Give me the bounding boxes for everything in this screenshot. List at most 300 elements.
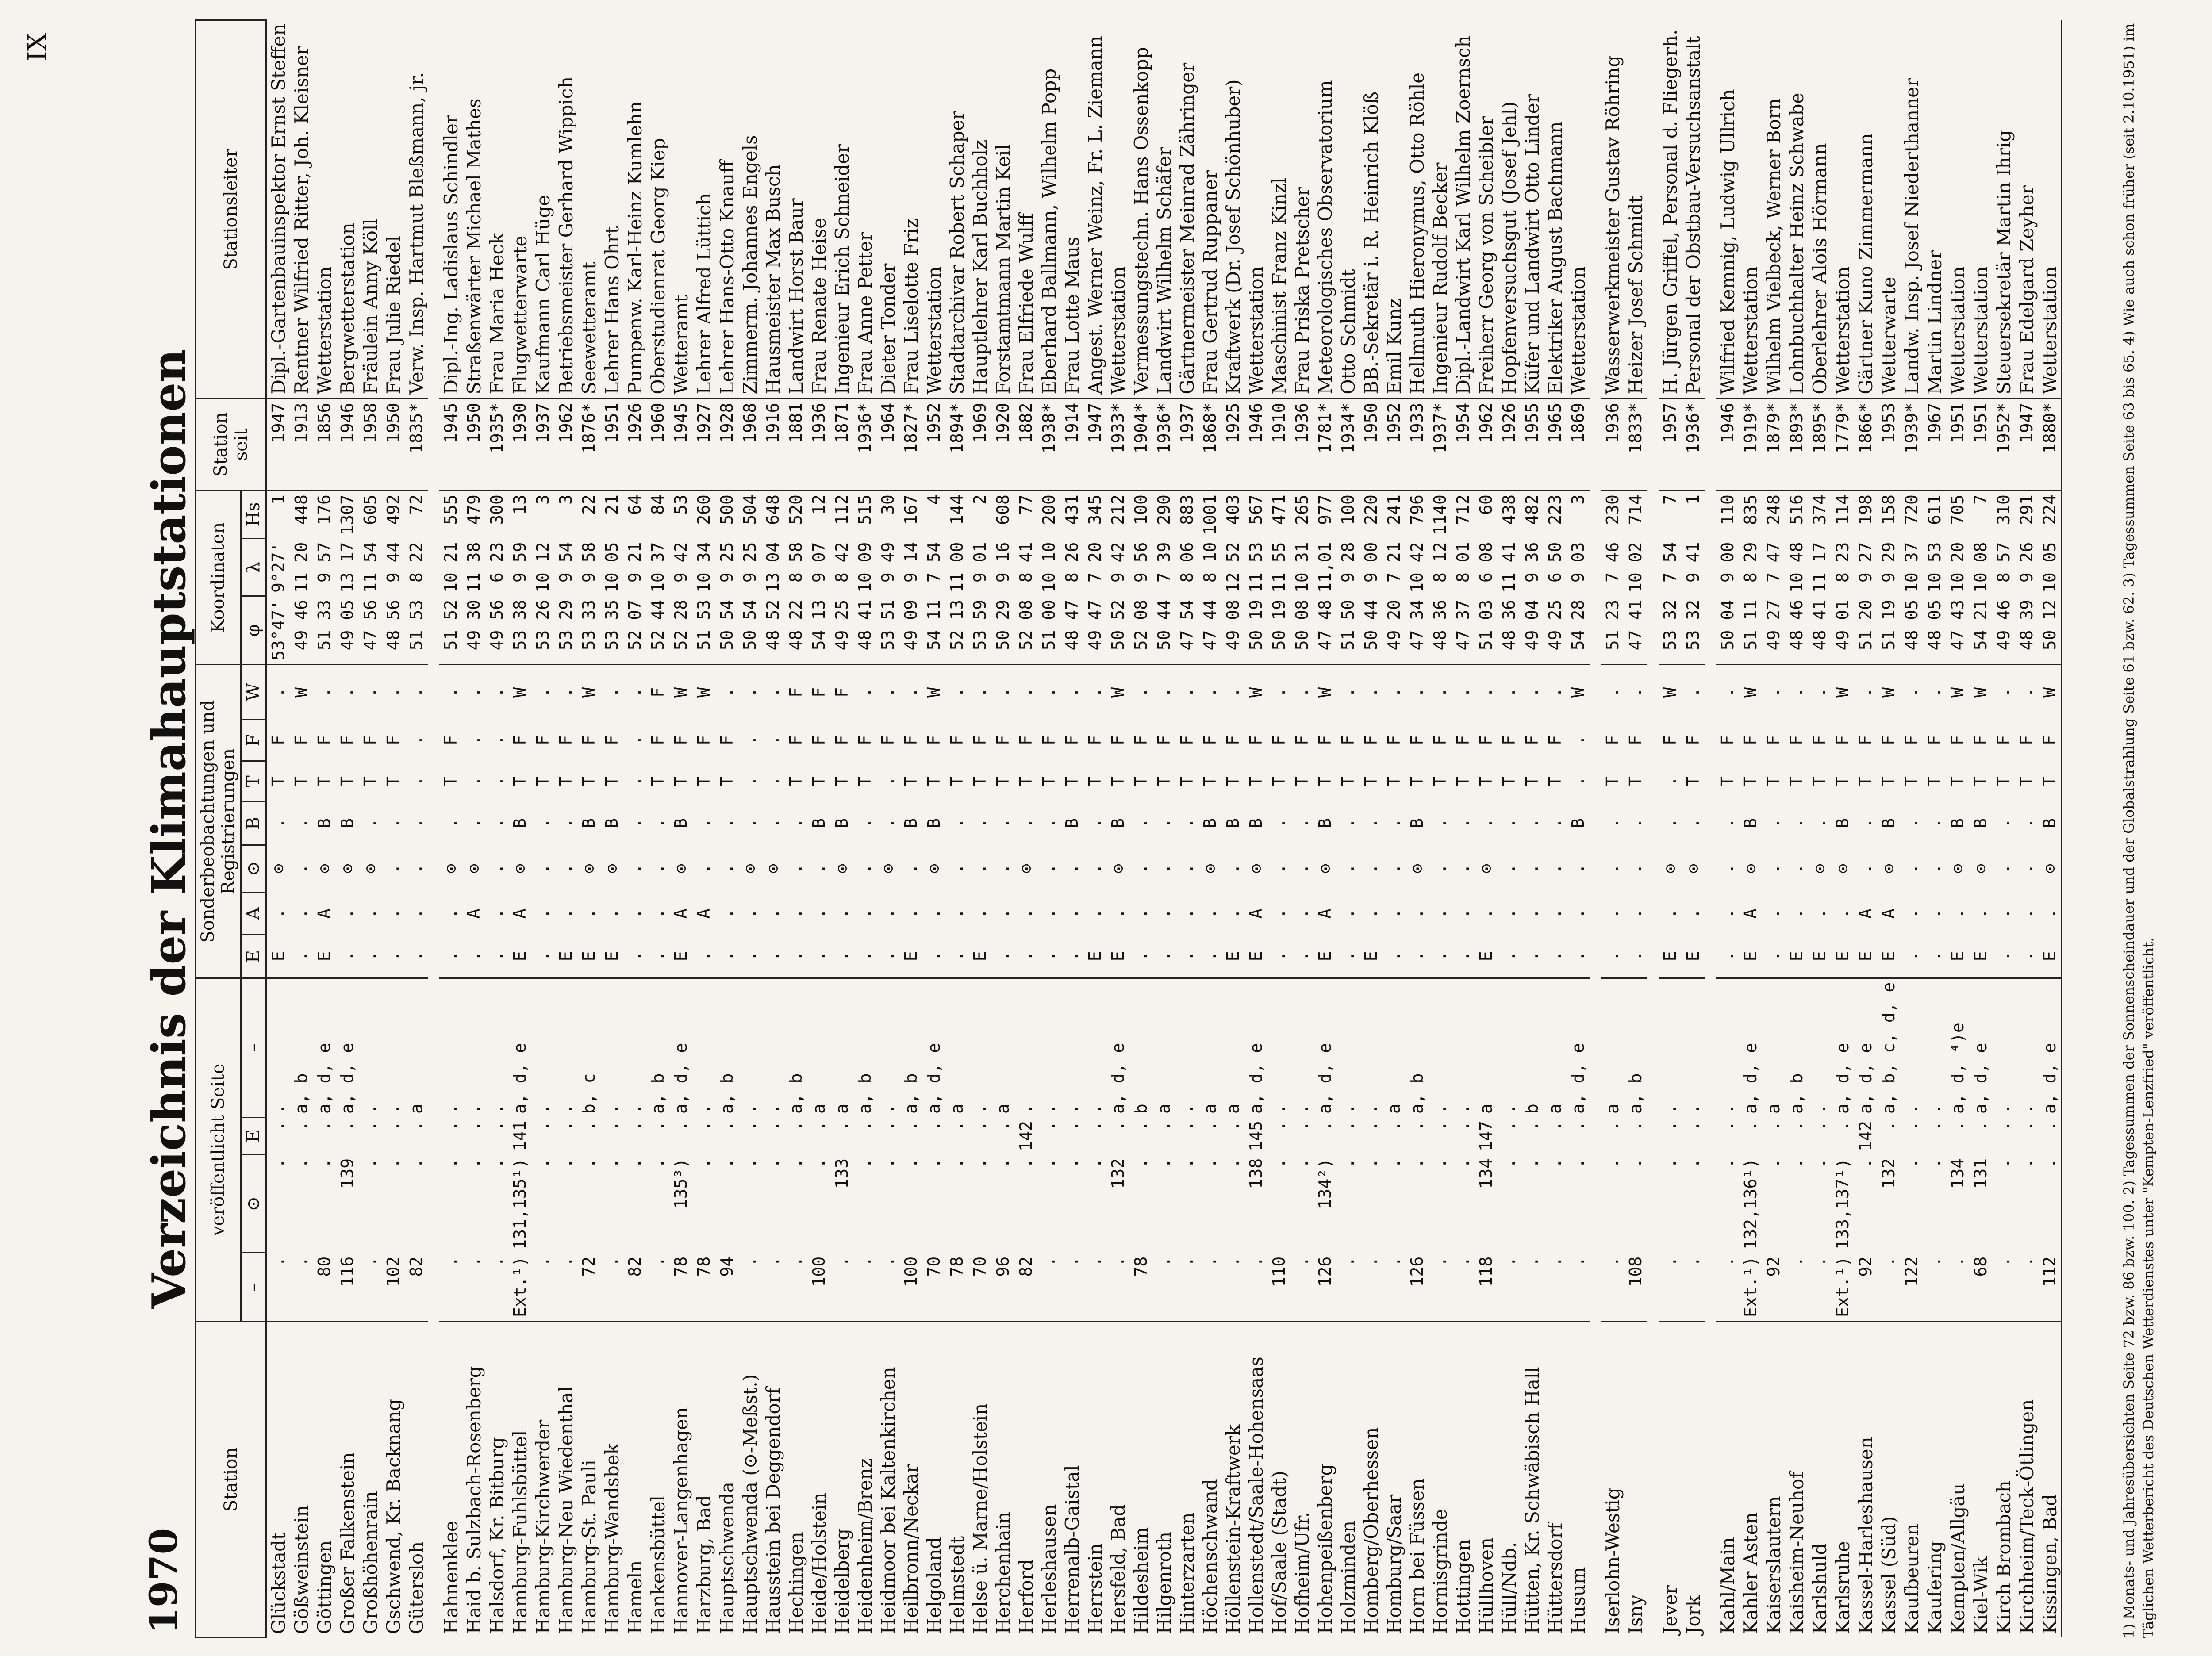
cell-sonder: T xyxy=(2017,776,2036,787)
cell-sonder: . xyxy=(1716,665,1739,720)
cell-sonder: ⊙ xyxy=(464,863,484,874)
cell-phi: 47 44 xyxy=(1200,599,1220,651)
cell-lambda: 9 58 xyxy=(579,542,599,583)
cell-pub-dash: 78 xyxy=(1131,1256,1151,1277)
cell-pub-sun: 134 xyxy=(1476,1158,1496,1189)
cell-sonder: . xyxy=(1499,951,1519,962)
cell-sonder: . xyxy=(1994,818,2013,828)
cell-leiter: Verw. Insp. Hartmut Bleßmann, jr. xyxy=(405,72,427,395)
cell-pub-e: . xyxy=(1718,1121,1737,1131)
cell-sonder: ⊙ xyxy=(1200,863,1220,874)
cell-sonder: ⊙ xyxy=(269,863,288,874)
cell-pub-seite: a, d, e xyxy=(508,978,531,1117)
cell-sonder: . xyxy=(2038,892,2062,935)
cell-pub-e: . xyxy=(1994,1121,2013,1131)
cell-sonder: F xyxy=(1741,735,1760,745)
cell-sonder: . xyxy=(1406,665,1429,720)
cell-leiter: Flugwetterwarte xyxy=(509,235,531,395)
cell-seit: 1946 xyxy=(1716,399,1739,490)
cell-phi: 49 25 xyxy=(832,599,852,651)
cell-sonder: F xyxy=(384,735,403,745)
cell-seit: 1904* xyxy=(1129,399,1152,490)
cell-seit: 1876* xyxy=(577,399,600,490)
cell-seit: 1955 xyxy=(1521,399,1544,490)
cell-pub-sun: . xyxy=(1603,1158,1622,1169)
table-row xyxy=(1244,20,1267,1638)
cell-pub-dash: 78 xyxy=(694,1256,714,1277)
cell-pub-sun: . xyxy=(1361,1158,1381,1169)
cell-sonder: E xyxy=(1085,951,1105,962)
cell-station: Heidmoor bei Kaltenkirchen xyxy=(876,1322,899,1638)
cell-pub-e: . xyxy=(855,1121,875,1131)
table-row xyxy=(359,20,382,1638)
cell-seit: 1893* xyxy=(1785,399,1808,490)
cell-sonder: F xyxy=(784,665,807,720)
cell-station: Kahl/Main xyxy=(1716,1322,1739,1638)
cell-hs: 224 xyxy=(2038,491,2062,539)
cell-sonder: . xyxy=(1762,665,1785,720)
cell-pub-seite: a, b xyxy=(1785,978,1808,1117)
cell-pub-sun: . xyxy=(1764,1158,1783,1169)
cell-sonder: B xyxy=(1223,818,1243,828)
table-row xyxy=(761,20,784,1638)
cell-pub-e: . xyxy=(1948,1121,1967,1131)
cell-sonder: . xyxy=(1683,818,1703,828)
cell-pub-sun: . xyxy=(1994,1158,2013,1169)
cell-sonder: ⊙ xyxy=(1016,863,1036,874)
cell-sonder: . xyxy=(1200,908,1220,919)
cell-sonder: . xyxy=(1200,951,1220,962)
cell-pub-dash: . xyxy=(1787,1256,1806,1267)
cell-seit: 1868* xyxy=(1198,399,1221,490)
cell-lambda: 9 25 xyxy=(717,542,737,583)
cell-lambda: 8 58 xyxy=(786,542,806,583)
cell-pub-seite: a, d, e xyxy=(336,978,359,1117)
cell-phi: 50 08 xyxy=(1292,599,1312,651)
cell-sonder: . xyxy=(1545,818,1565,828)
cell-pub-seite: a, b xyxy=(899,978,922,1117)
cell-sonder: E xyxy=(970,951,990,962)
cell-seit: 1962 xyxy=(1475,399,1498,490)
cell-leiter: Otto Schmidt xyxy=(1337,269,1359,395)
cell-pub-sun: 138 xyxy=(1246,1158,1266,1189)
cell-sonder: . xyxy=(1568,863,1588,874)
cell-sonder: . xyxy=(1016,908,1036,919)
cell-sonder: . xyxy=(970,908,990,919)
cell-seit: 1926 xyxy=(1498,399,1521,490)
cell-pub-seite: a xyxy=(1152,978,1175,1117)
cell-sonder: . xyxy=(947,908,967,919)
cell-station: Gschwend, Kr. Backnang xyxy=(382,1322,405,1638)
cell-station: Helgoland xyxy=(922,1322,945,1638)
cell-lambda: 10 48 xyxy=(1787,542,1806,593)
cell-seit: 1930 xyxy=(508,399,531,490)
cell-lambda: 7 39 xyxy=(1154,542,1174,583)
cell-sonder: . xyxy=(1039,908,1059,919)
cell-lambda: 9 00 xyxy=(1718,542,1737,583)
cell-leiter: Stadtarchivar Robert Schaper xyxy=(946,111,968,395)
col-hs: Hs xyxy=(241,491,266,539)
cell-pub-dash: . xyxy=(1660,1256,1680,1267)
cell-lambda: 9 41 xyxy=(1683,542,1703,583)
table-row xyxy=(830,20,853,1638)
table-row xyxy=(1900,20,1923,1638)
cell-pub-e: 142 xyxy=(1016,1121,1036,1151)
cell-pub-seite: . xyxy=(1083,978,1106,1117)
cell-sonder: . xyxy=(717,863,737,874)
cell-station: Hüll/Ndb. xyxy=(1498,1322,1521,1638)
cell-sonder: . xyxy=(1223,863,1243,874)
cell-phi: 54 11 xyxy=(924,599,944,651)
cell-seit: 1894* xyxy=(945,399,968,490)
cell-station: Hof/Saale (Stadt) xyxy=(1267,1322,1290,1638)
cell-sonder: T xyxy=(1741,776,1760,787)
cell-station: Kempten/Allgäu xyxy=(1946,1322,1969,1638)
cell-sonder: ⊙ xyxy=(1476,863,1496,874)
table-row xyxy=(1624,20,1647,1638)
cell-pub-seite: . xyxy=(1359,978,1382,1117)
cell-pub-e: . xyxy=(556,1121,576,1131)
cell-sonder: ⊙ xyxy=(832,863,852,874)
cell-sonder: . xyxy=(313,665,336,720)
cell-pub-dash: . xyxy=(1154,1256,1174,1267)
cell-sonder: ⊙ xyxy=(1971,863,1990,874)
cell-hs: 290 xyxy=(1152,491,1175,539)
cell-station: Gütersloh xyxy=(405,1322,428,1638)
cell-hs: 515 xyxy=(853,491,876,539)
cell-sonder: . xyxy=(947,818,967,828)
spacer-cell xyxy=(1590,20,1601,1638)
cell-pub-e: . xyxy=(924,1121,944,1131)
cell-sonder: T xyxy=(1108,776,1128,787)
table-row xyxy=(439,20,462,1638)
cell-pub-seite: . xyxy=(1175,978,1198,1117)
table-row xyxy=(968,20,991,1638)
cell-lambda: 9 25 xyxy=(740,542,760,583)
cell-sonder: . xyxy=(623,665,646,720)
cell-hs: 3 xyxy=(554,491,577,539)
cell-sonder: F xyxy=(602,735,622,745)
cell-sonder: . xyxy=(1810,818,1829,828)
cell-sonder: . xyxy=(1992,665,2015,720)
cell-sonder: . xyxy=(1521,665,1544,720)
cell-hs: 2 xyxy=(968,491,991,539)
cell-sonder: . xyxy=(407,776,426,787)
cell-sonder: A xyxy=(1741,908,1760,919)
cell-station: Helmstedt xyxy=(945,1322,968,1638)
cell-pub-e: . xyxy=(2038,1117,2062,1155)
cell-pub-sun: . xyxy=(809,1158,829,1169)
cell-station: Herrstein xyxy=(1083,1322,1106,1638)
table-row xyxy=(1452,20,1475,1638)
cell-hs: 265 xyxy=(1290,491,1313,539)
cell-sonder: F xyxy=(1315,735,1335,745)
cell-sonder: . xyxy=(1083,665,1106,720)
table-row xyxy=(1475,20,1498,1638)
cell-station: Hornisgrinde xyxy=(1429,1322,1452,1638)
cell-sonder: . xyxy=(625,951,645,962)
cell-sonder: F xyxy=(717,735,737,745)
cell-station: Hofheim/Ufr. xyxy=(1290,1322,1313,1638)
cell-pub-seite: b xyxy=(1521,978,1544,1117)
cell-pub-e: . xyxy=(878,1121,898,1131)
cell-sonder: . xyxy=(338,908,357,919)
cell-lambda: 8 41 xyxy=(1016,542,1036,583)
cell-sonder: . xyxy=(993,908,1013,919)
cell-station: Herchenhain xyxy=(991,1322,1014,1638)
cell-lambda: 10 37 xyxy=(1902,542,1921,593)
cell-pub-e: . xyxy=(1741,1121,1760,1131)
cell-sonder: . xyxy=(1014,665,1037,720)
cell-leiter: Wetterstation xyxy=(1567,266,1589,395)
cell-leiter: Küfer und Landwirt Otto Linder xyxy=(1521,94,1543,395)
cell-pub-dash: 100 xyxy=(901,1256,921,1287)
cell-pub-seite: a, b xyxy=(1624,978,1647,1117)
cell-seit: 1936* xyxy=(1682,399,1705,490)
cell-hs: 53 xyxy=(669,491,692,539)
cell-pub-seite: a, d, e xyxy=(1831,978,1854,1117)
cell-sonder: E xyxy=(510,951,530,962)
cell-sonder: . xyxy=(533,818,553,828)
cell-pub-seite: . xyxy=(876,978,899,1117)
cell-phi: 49 09 xyxy=(901,599,921,651)
cell-sonder: . xyxy=(1900,665,1923,720)
table-row xyxy=(1785,20,1808,1638)
cell-pub-e: . xyxy=(625,1121,645,1131)
cell-sonder: T xyxy=(1361,776,1381,787)
cell-lambda: 10 05 xyxy=(2038,539,2062,596)
cell-seit: 1957 xyxy=(1659,399,1682,490)
cell-phi: 52 07 xyxy=(625,599,645,651)
cell-lambda: 9 54 xyxy=(556,542,576,583)
cell-sonder: . xyxy=(1292,863,1312,874)
cell-sonder: . xyxy=(1660,908,1680,919)
cell-sonder: B xyxy=(671,818,691,828)
cell-pub-e: . xyxy=(1407,1121,1427,1131)
cell-phi: 51 03 xyxy=(1476,599,1496,651)
cell-pub-seite: a, d, e xyxy=(669,978,692,1117)
table-row xyxy=(1762,20,1785,1638)
cell-phi: 49 30 xyxy=(464,599,484,651)
table-row xyxy=(1498,20,1521,1638)
cell-sonder: . xyxy=(1131,951,1151,962)
cell-sonder: . xyxy=(487,908,507,919)
cell-pub-dash: . xyxy=(648,1256,668,1267)
cell-sonder: . xyxy=(809,908,829,919)
cell-station: Kassel-Harleshausen xyxy=(1854,1322,1877,1638)
cell-sonder: . xyxy=(1384,863,1404,874)
cell-sonder: . xyxy=(1498,665,1521,720)
cell-lambda: 7 54 xyxy=(1660,542,1680,583)
cell-sonder: . xyxy=(1131,908,1151,919)
cell-hs: 1307 xyxy=(336,491,359,539)
cell-station: Herrenalb-Gaistal xyxy=(1060,1322,1083,1638)
cell-sonder: . xyxy=(384,863,403,874)
cell-station: Homburg/Saar xyxy=(1382,1322,1406,1638)
cell-hs: 176 xyxy=(313,491,336,539)
table-row xyxy=(1808,20,1831,1638)
table-row xyxy=(876,20,899,1638)
cell-sonder: . xyxy=(1039,863,1059,874)
cell-sonder: . xyxy=(1062,908,1082,919)
cell-lambda: 10 05 xyxy=(602,542,622,593)
cell-station: Glückstadt xyxy=(266,1322,290,1638)
cell-sonder: . xyxy=(441,951,461,962)
cell-sonder: . xyxy=(1902,951,1921,962)
cell-sonder: . xyxy=(832,908,852,919)
cell-sonder: . xyxy=(556,818,576,828)
cell-pub-seite: . xyxy=(1429,978,1452,1117)
cell-sonder: F xyxy=(1039,735,1059,745)
cell-sonder: ⊙ xyxy=(924,863,944,874)
cell-seit: 1933* xyxy=(1106,399,1129,490)
cell-hs: 7 xyxy=(1659,491,1682,539)
cell-leiter: Wilhelm Vielbeck, Werner Born xyxy=(1763,98,1785,395)
cell-sonder: T xyxy=(315,776,334,787)
cell-station: Hauptschwenda (⊙-Meßst.) xyxy=(738,1322,761,1638)
cell-pub-seite: . xyxy=(359,978,382,1117)
cell-pub-sun: . xyxy=(855,1158,875,1169)
cell-phi: 47 43 xyxy=(1948,599,1967,651)
cell-seit: 1964 xyxy=(876,399,899,490)
cell-pub-seite: . xyxy=(1336,978,1359,1117)
cell-seit: 1946 xyxy=(1244,399,1267,490)
cell-lambda: 9 42 xyxy=(671,542,691,583)
cell-sonder: . xyxy=(648,908,668,919)
table-row xyxy=(554,20,577,1638)
cell-phi: 47 48 xyxy=(1315,599,1335,651)
cell-pub-seite: a xyxy=(1601,978,1624,1117)
cell-sonder: W xyxy=(1739,665,1762,720)
cell-station: Hütten, Kr. Schwäbisch Hall xyxy=(1521,1322,1544,1638)
cell-leiter: Wetterstation xyxy=(1832,266,1854,395)
cell-pub-dash: . xyxy=(533,1256,553,1267)
cell-seit: 1946 xyxy=(336,399,359,490)
cell-pub-e: . xyxy=(292,1121,311,1131)
cell-pub-dash: . xyxy=(763,1256,783,1267)
cell-sonder: . xyxy=(487,863,507,874)
cell-sonder: . xyxy=(554,665,577,720)
cell-sonder: T xyxy=(533,776,553,787)
table-row xyxy=(1877,20,1900,1638)
cell-pub-sun: . xyxy=(315,1158,334,1169)
cell-sonder: . xyxy=(1682,665,1705,720)
cell-sonder: . xyxy=(2017,908,2036,919)
cell-pub-seite: a, b xyxy=(715,978,738,1117)
cell-pub-sun: . xyxy=(464,1158,484,1169)
cell-pub-sun: . xyxy=(1016,1158,1036,1169)
cell-leiter: Hauptlehrer Karl Buchholz xyxy=(969,139,991,395)
cell-pub-e: . xyxy=(1810,1121,1829,1131)
cell-sonder: . xyxy=(1407,951,1427,962)
cell-sonder: . xyxy=(1499,908,1519,919)
cell-pub-dash: . xyxy=(1499,1256,1519,1267)
cell-hs: 611 xyxy=(1923,491,1946,539)
cell-sonder: . xyxy=(970,863,990,874)
cell-station: Kirchheim/Teck-Ötlingen xyxy=(2015,1322,2038,1638)
cell-pub-dash: . xyxy=(1338,1256,1358,1267)
cell-leiter: Lehrer Hans-Otto Knauff xyxy=(716,160,738,395)
table-row xyxy=(669,20,692,1638)
cell-pub-e: . xyxy=(1085,1121,1105,1131)
cell-hs: 223 xyxy=(1544,491,1567,539)
cell-pub-sun: . xyxy=(1522,1158,1542,1169)
cell-leiter: Fräulein Anny Köll xyxy=(359,218,381,395)
cell-sonder: F xyxy=(292,735,311,745)
cell-sonder: . xyxy=(1154,951,1174,962)
cell-leiter: Kaufmann Carl Hüge xyxy=(532,195,554,395)
cell-sonder: . xyxy=(1902,863,1921,874)
cell-lambda: 9 57 xyxy=(315,542,334,583)
cell-leiter: H. Jürgen Griffel, Personal d. Fliegerh. xyxy=(1659,29,1681,395)
cell-hs: 7 xyxy=(1969,491,1992,539)
cell-leiter: Wetterwarte xyxy=(1878,276,1900,395)
cell-pub-dash: . xyxy=(1039,1256,1059,1267)
cell-station: Hamburg-Neu Wiedenthal xyxy=(554,1322,577,1638)
cell-sonder: . xyxy=(625,818,645,828)
table-row xyxy=(1739,20,1762,1638)
cell-sonder: . xyxy=(763,735,783,745)
cell-pub-sun: . xyxy=(361,1158,380,1169)
table-row xyxy=(922,20,945,1638)
cell-pub-dash: 70 xyxy=(970,1256,990,1277)
cell-pub-seite: a xyxy=(1762,978,1785,1117)
cell-pub-sun: 131,135¹) xyxy=(510,1158,530,1250)
cell-sonder: . xyxy=(1925,908,1944,919)
cell-phi: 50 19 xyxy=(1246,599,1266,651)
cell-sonder: . xyxy=(384,951,403,962)
cell-sonder: B xyxy=(1315,818,1335,828)
cell-seit: 1952* xyxy=(1992,399,2015,490)
cell-pub-seite: . xyxy=(738,978,761,1117)
cell-pub-sun: . xyxy=(1223,1158,1243,1169)
cell-phi: 48 46 xyxy=(1787,599,1806,651)
cell-sonder: T xyxy=(1626,776,1645,787)
cell-pub-e: 141 xyxy=(510,1121,530,1151)
cell-station: Hollenstedt/Saale-Hohensaas xyxy=(1244,1322,1267,1638)
cell-leiter: Straßenwärter Michael Mathes xyxy=(463,98,485,395)
cell-sonder: . xyxy=(1856,818,1875,828)
cell-sonder: . xyxy=(1175,665,1198,720)
cell-pub-dash: . xyxy=(1603,1256,1622,1267)
cell-pub-dash: . xyxy=(1994,1256,2013,1267)
cell-pub-seite: . xyxy=(1267,978,1290,1117)
cell-sonder: . xyxy=(487,735,507,745)
cell-sonder: ⊙ xyxy=(1810,863,1829,874)
cell-phi: 53 33 xyxy=(579,599,599,651)
cell-hs: 3 xyxy=(1567,491,1590,539)
table-row xyxy=(623,20,646,1638)
table-row xyxy=(1854,20,1877,1638)
cell-pub-dash: . xyxy=(1545,1256,1565,1267)
cell-seit: 1936 xyxy=(1601,399,1624,490)
cell-sonder: ⊙ xyxy=(1660,863,1680,874)
cell-sonder: F xyxy=(993,735,1013,745)
cell-sonder: T xyxy=(970,776,990,787)
table-row xyxy=(899,20,922,1638)
cell-lambda: 9 03 xyxy=(1568,542,1588,583)
table-row xyxy=(1946,20,1969,1638)
cell-sonder: . xyxy=(1060,665,1083,720)
cell-sonder: F xyxy=(1154,735,1174,745)
col-sub-t: T xyxy=(241,761,266,802)
cell-sonder: F xyxy=(878,735,898,745)
cell-leiter: Kraftwerk (Dr. Josef Schönhuber) xyxy=(1222,79,1244,395)
cell-lambda: 8 42 xyxy=(832,542,852,583)
cell-sonder: F xyxy=(1545,735,1565,745)
cell-sonder: . xyxy=(1902,908,1921,919)
cell-phi: 51 19 xyxy=(1879,599,1898,651)
